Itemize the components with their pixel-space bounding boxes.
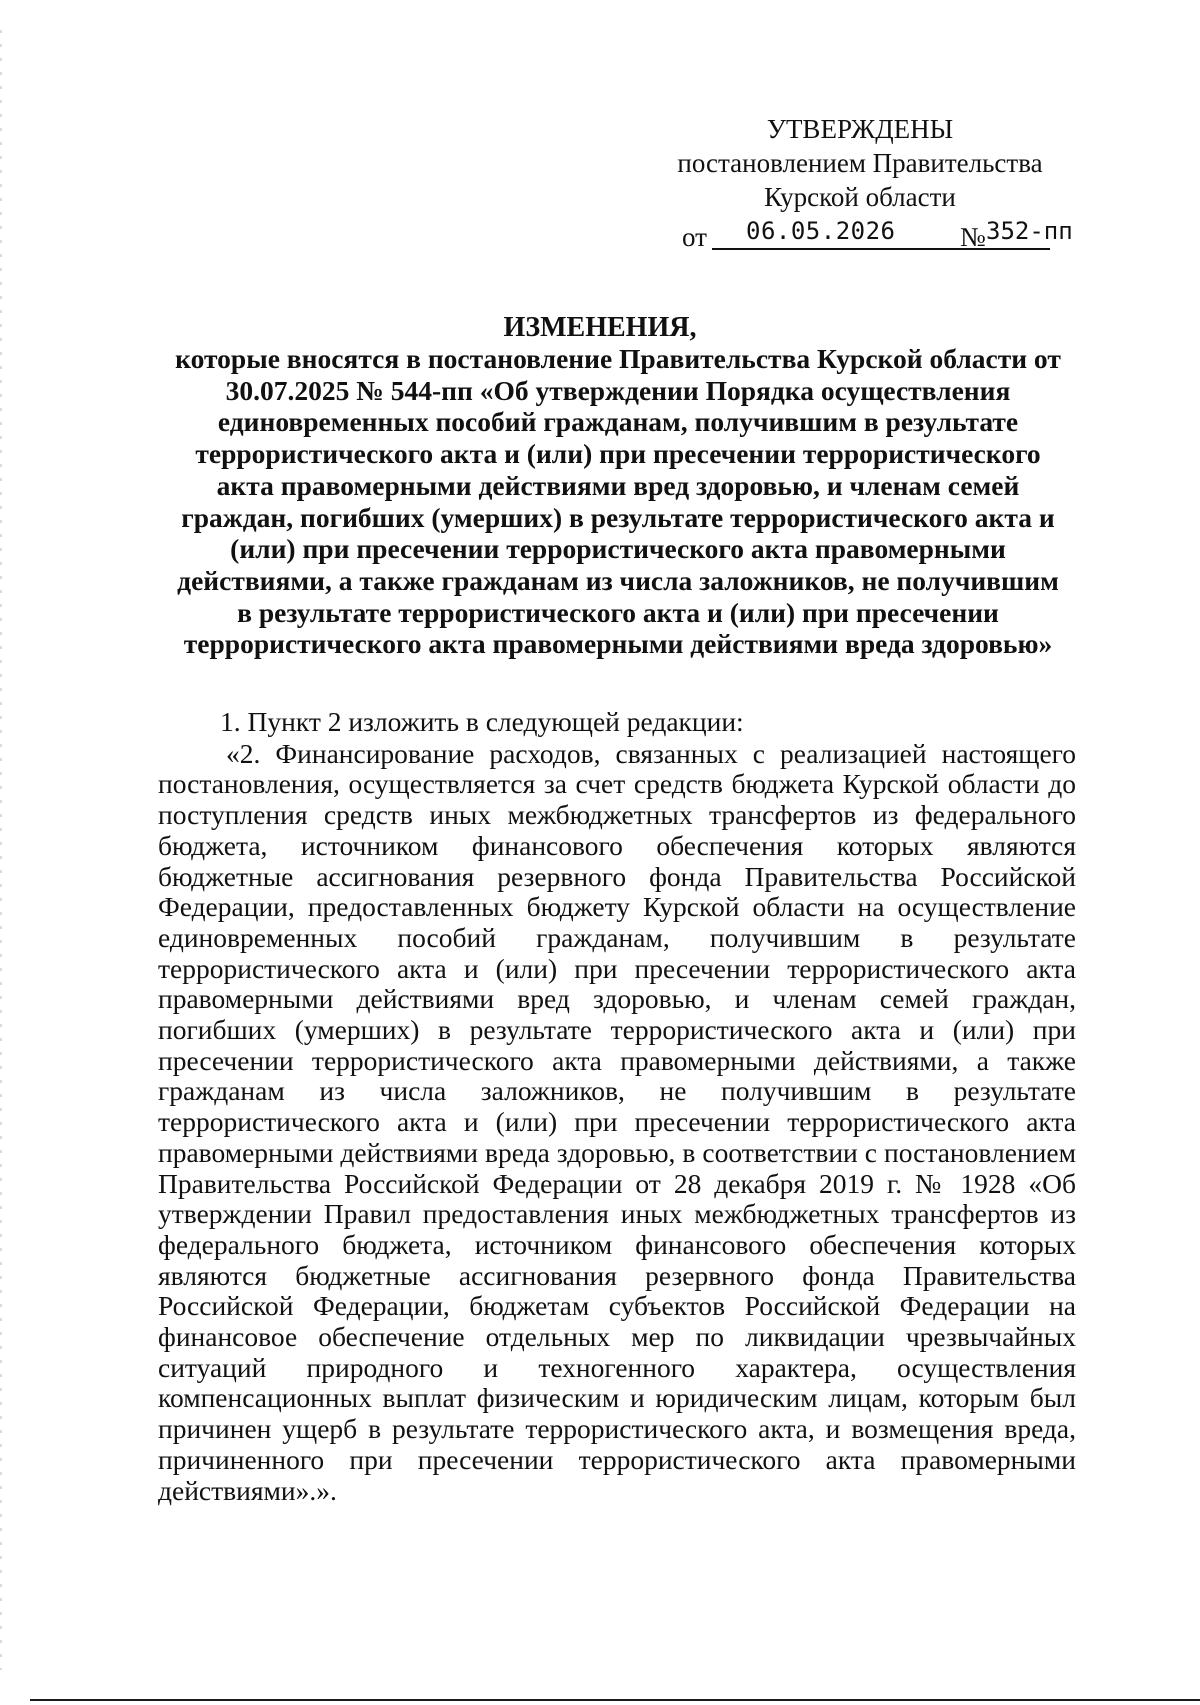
subtitle-line: в результате террористического акта и (или) при пресечении (237, 596, 999, 628)
number-sign: № (960, 222, 986, 252)
subtitle-line: которые вносятся в постановление Правительства Курской области от (175, 343, 1061, 374)
approval-title: УТВЕРЖДЕНЫ (766, 114, 954, 144)
date-prefix: от (682, 222, 707, 252)
document-title: ИЗМЕНЕНИЯ, (503, 312, 697, 343)
subtitle-line: террористического акта и (или) при пресечении террористического (195, 438, 1041, 470)
subtitle-line: граждан, погибших (умерших) в результате террористического акта и (181, 501, 1055, 533)
approval-line-region: Курской области (764, 182, 956, 212)
number-value: 352-пп (986, 217, 1073, 245)
scan-edge-left (0, 30, 2, 1670)
approval-date-line (640, 214, 1100, 250)
subtitle-line: (или) при пресечении террористического акта правомерными (230, 533, 1006, 565)
date-field (712, 214, 946, 250)
scan-edge-bottom (30, 1699, 1200, 1701)
subtitle-line: 30.07.2025 № 544-пп «Об утверждении Порядка осуществления (225, 374, 1011, 406)
subtitle-line: действиями, а также гражданам из числа заложников, не получившим (177, 564, 1059, 596)
item-text: «2. Финансирование расходов, связанных с реализацией настоящего постановления, осуществляется за счет средств бюджета Курской области до поступления средств иных межбюджетных трансфертов из федерального бюджета, источником финансового обеспечения которых являются бюджетные ассигнования резервного фонда Правительства Российской Федерации, предоставленных бюджету Курской области на осуществление единовременных пособий гражданам, получившим в результате террористического акта и (или) при пресечении террористического акта правомерными действиями вред здоровью, и членам семей граждан, погибших (умерших) в результате террористического акта и (или) при пресечении террористического акта правомерными действиями, а также гражданам из числа заложников, не получившим в результате террористического акта и (или) при пресечении террористического акта правомерными действиями вреда здоровью, в соответствии с постановлением Правительства Российской Федерации от 28 декабря 2019 г. № 1928 «Об утверждении Правил предоставления иных межбюджетных трансфертов из федерального бюджета, источником финансового обеспечения которых являются бюджетные ассигнования резервного фонда Правительства Российской Федерации, бюджетам субъектов Российской Федерации на финансовое обеспечение отдельных мер по ликвидации чрезвычайных ситуаций природного и техногенного характера, осуществления компенсационных выплат физическим и юридическим лицам, которым был причинен ущерб в результате террористического акта, и возмещения вреда, причиненного при пресечении террористического акта правомерными действиями».». (158, 737, 1076, 1506)
subtitle-line: террористического акта правомерными действиями вреда здоровью» (183, 628, 1053, 660)
subtitle-line: акта правомерными действиями вред здоровью, и членам семей (216, 469, 1020, 501)
document-subtitle (158, 343, 1078, 660)
date-value: 06.05.2026 (746, 217, 896, 245)
approval-line-decree: постановлением Правительства (677, 148, 1043, 178)
document-body (158, 707, 1076, 1506)
subtitle-line: единовременных пособий гражданам, получившим в результате (217, 406, 1019, 438)
item-heading: 1. Пункт 2 изложить в следующей редакции: (220, 706, 744, 737)
approval-stamp (640, 112, 1100, 250)
